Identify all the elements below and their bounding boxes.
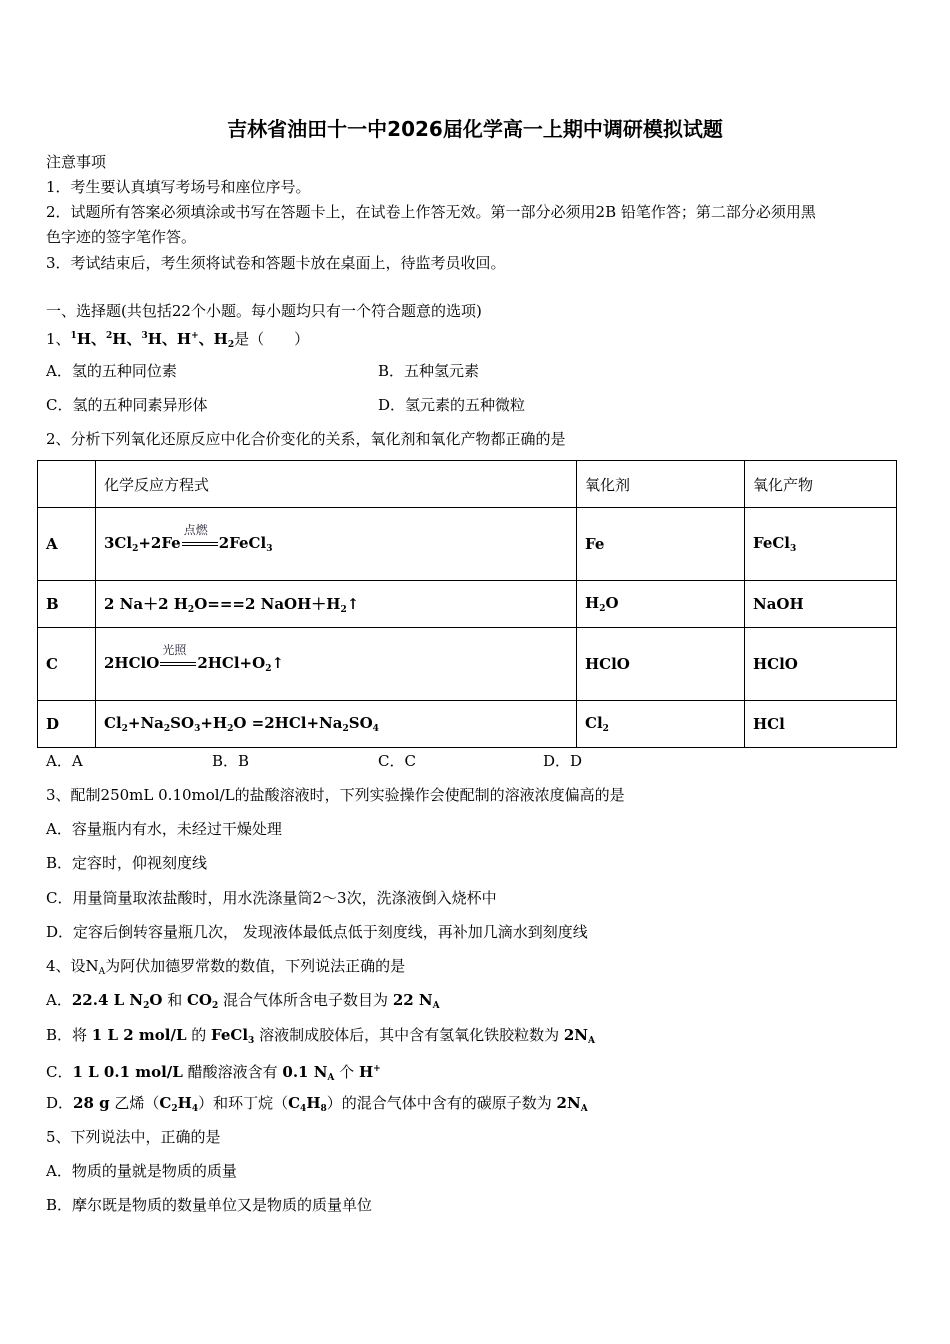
question-4-option-b: B．将 1 L 2 mol/L 的 FeCl$_3$ 溶液制成胶体后，其中含有氢氧化铁胶粒数为 $2N_A$ xyxy=(46,1026,595,1046)
question-2-option-a: A．A xyxy=(46,752,83,770)
question-5-option-b: B．摩尔既是物质的数量单位又是物质的质量单位 xyxy=(46,1196,373,1214)
table-header-cell xyxy=(38,461,96,508)
reaction-condition: 光照 xyxy=(160,657,196,671)
question-5-stem: 5、下列说法中，正确的是 xyxy=(46,1128,221,1146)
question-4-option-c: C．1 L 0.1 mol/L 醋酸溶液含有 0.1 $N_A$ 个 H+ xyxy=(46,1063,381,1083)
table-header-cell: 氧化剂 xyxy=(577,461,745,508)
oxidant-cell: HClO xyxy=(577,628,745,701)
question-4-stem: 4、设$N_A$为阿伏加德罗常数的数值，下列说法正确的是 xyxy=(46,957,406,977)
page-title: 吉林省油田十一中2026届化学高一上期中调研模拟试题 xyxy=(227,117,723,141)
section-heading: 一、选择题(共包括22个小题。每小题均只有一个符合题意的选项) xyxy=(46,302,482,320)
question-4-option-d: D．28 g 乙烯$(C_2H_4)$和环丁烷$(C_4H_8)$的混合气体中含有的碳原子数为 $2N_A$ xyxy=(46,1094,588,1114)
question-3-option-d: D．定容后倒转容量瓶几次， 发现液体最低点低于刻度线，再补加几滴水到刻度线 xyxy=(46,923,588,941)
table-row xyxy=(38,628,897,701)
row-label: A xyxy=(38,508,96,581)
notice-item-2: 2．试题所有答案必须填涂或书写在答题卡上，在试卷上作答无效。第一部分必须用2B 铅笔作答；第二部分必须用黑 xyxy=(46,203,816,221)
table-row xyxy=(38,581,897,628)
question-4-option-a: A．22.4 L $N_2O$ 和 $CO_2$ 混合气体所含电子数目为 22 $N_A$ xyxy=(46,991,440,1011)
notice-item-2-cont: 色字迹的签字笔作答。 xyxy=(46,228,197,246)
question-2-option-c: C．C xyxy=(378,752,416,770)
product-cell: FeCl$_3$ xyxy=(745,508,897,581)
product-cell: HClO xyxy=(745,628,897,701)
question-5-option-a: A．物质的量就是物质的质量 xyxy=(46,1162,237,1180)
question-1-option-c: C．氢的五种同素异形体 xyxy=(46,396,208,414)
notice-heading: 注意事项 xyxy=(46,153,107,171)
reaction-equation: 2 Na＋2 $H_2O===2$ $NaOH+H_2↑$ xyxy=(96,581,577,628)
table-row xyxy=(38,508,897,581)
question-1-option-b: B．五种氢元素 xyxy=(378,362,480,380)
question-3-stem: 3、配制250mL 0.10mol/L的盐酸溶液时，下列实验操作会使配制的溶液浓度偏高的是 xyxy=(46,786,625,804)
product-cell: HCl xyxy=(745,701,897,748)
question-3-option-b: B．定容时，仰视刻度线 xyxy=(46,854,208,872)
question-3-option-c: C．用量筒量取浓盐酸时，用水洗涤量筒2～3次，洗涤液倒入烧杯中 xyxy=(46,889,497,907)
row-label: D xyxy=(38,701,96,748)
oxidant-cell: $H_2O$ xyxy=(577,581,745,628)
question-1-option-a: A．氢的五种同位素 xyxy=(46,362,177,380)
notice-item-3: 3．考试结束后，考生须将试卷和答题卡放在桌面上，待监考员收回。 xyxy=(46,254,506,272)
product-cell: NaOH xyxy=(745,581,897,628)
question-1-option-d: D．氢元素的五种微粒 xyxy=(378,396,526,414)
table-row xyxy=(38,701,897,748)
question-3-option-a: A．容量瓶内有水，未经过干燥处理 xyxy=(46,820,282,838)
reaction-condition: 点燃 xyxy=(182,537,218,551)
table-header-cell: 氧化产物 xyxy=(745,461,897,508)
table-header-row xyxy=(38,461,897,508)
reaction-equation: 2HClO 光照 $2HCl+O_2↑$ xyxy=(96,628,577,701)
reaction-equation: $3Cl_2+2Fe$ 点燃 2FeCl$_3$ xyxy=(96,508,577,581)
row-label: B xyxy=(38,581,96,628)
question-2-option-d: D．D xyxy=(543,752,583,770)
table-header-cell: 化学反应方程式 xyxy=(96,461,577,508)
notice-item-1: 1．考生要认真填写考场号和座位序号。 xyxy=(46,178,311,196)
oxidant-cell: $Cl_2$ xyxy=(577,701,745,748)
reaction-equation: $Cl_2+Na_2SO_3+H_2O =2HCl+Na_2SO_4$ xyxy=(96,701,577,748)
row-label: C xyxy=(38,628,96,701)
oxidant-cell: Fe xyxy=(577,508,745,581)
question-1-stem: 1、$^1$H、$^2$H、$^3$H、H+、$H_2$是（ ） xyxy=(46,330,310,350)
question-2-option-b: B．B xyxy=(212,752,250,770)
reaction-table xyxy=(37,460,897,748)
question-2-stem: 2、分析下列氧化还原反应中化合价变化的关系，氧化剂和氧化产物都正确的是 xyxy=(46,430,566,448)
